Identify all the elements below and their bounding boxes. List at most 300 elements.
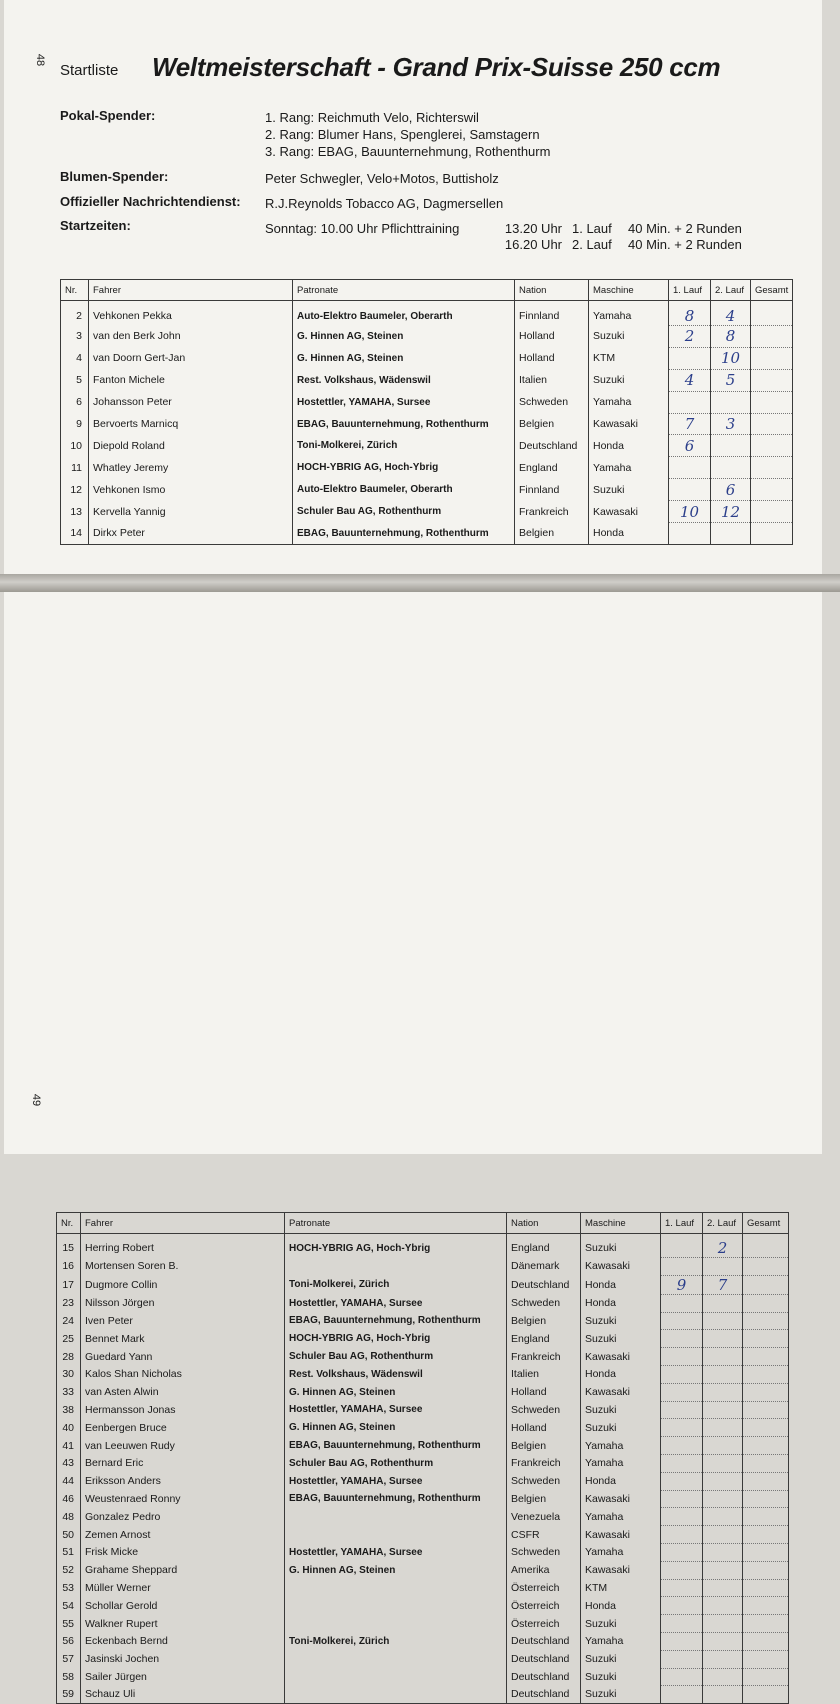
cell-lauf2 xyxy=(703,1579,743,1597)
nachrichtendienst-value: R.J.Reynolds Tobacco AG, Dagmersellen xyxy=(265,196,504,211)
cell-nr: 11 xyxy=(61,457,89,479)
table-row xyxy=(61,479,793,501)
cell-fahrer: Bennet Mark xyxy=(81,1330,285,1348)
table-row xyxy=(61,301,793,326)
cell-fahrer: van den Berk John xyxy=(89,326,293,348)
cell-patronate xyxy=(285,1686,507,1704)
cell-nr: 40 xyxy=(57,1419,81,1437)
page-number: 48 xyxy=(34,53,47,67)
cell-lauf1 xyxy=(661,1508,703,1526)
cell-patronate: Schuler Bau AG, Rothenthurm xyxy=(293,501,515,523)
cell-fahrer: Zemen Arnost xyxy=(81,1526,285,1544)
table-row xyxy=(57,1383,789,1401)
cell-patronate: HOCH-YBRIG AG, Hoch-Ybrig xyxy=(293,457,515,479)
cell-nr: 25 xyxy=(57,1330,81,1348)
cell-lauf1 xyxy=(661,1561,703,1579)
cell-maschine: Suzuki xyxy=(581,1312,661,1330)
cell-fahrer: Kalos Shan Nicholas xyxy=(81,1365,285,1383)
cell-gesamt xyxy=(743,1312,789,1330)
cell-patronate: G. Hinnen AG, Steinen xyxy=(285,1561,507,1579)
lauf-zeit-row xyxy=(496,237,742,253)
cell-nation: Deutschland xyxy=(507,1686,581,1704)
table-row xyxy=(61,523,793,545)
cell-gesamt xyxy=(751,326,793,348)
table-row xyxy=(57,1561,789,1579)
cell-lauf2 xyxy=(703,1686,743,1704)
cell-nr: 9 xyxy=(61,413,89,435)
table-row xyxy=(57,1275,789,1294)
cell-maschine: Suzuki xyxy=(581,1330,661,1348)
cell-lauf2 xyxy=(703,1615,743,1633)
cell-lauf2 xyxy=(703,1597,743,1615)
cell-patronate: Schuler Bau AG, Rothenthurm xyxy=(285,1454,507,1472)
cell-lauf1: 4 xyxy=(669,369,711,391)
cell-lauf2: 6 xyxy=(711,479,751,501)
table-row xyxy=(61,391,793,413)
cell-maschine: Suzuki xyxy=(589,479,669,501)
col-fahrer: Fahrer xyxy=(89,280,293,301)
lauf-time: 13.20 Uhr xyxy=(504,221,562,236)
cell-lauf1 xyxy=(661,1258,703,1276)
cell-gesamt xyxy=(743,1686,789,1704)
cell-fahrer: Frisk Micke xyxy=(81,1543,285,1561)
lauf-time: 16.20 Uhr xyxy=(504,237,562,252)
cell-nr: 6 xyxy=(61,391,89,413)
cell-fahrer: Schauz Uli xyxy=(81,1686,285,1704)
cell-gesamt xyxy=(743,1258,789,1276)
cell-nation: Amerika xyxy=(507,1561,581,1579)
cell-lauf2 xyxy=(703,1383,743,1401)
table-row xyxy=(57,1686,789,1704)
cell-nr: 56 xyxy=(57,1632,81,1650)
cell-fahrer: Jasinski Jochen xyxy=(81,1650,285,1668)
cell-patronate: Schuler Bau AG, Rothenthurm xyxy=(285,1348,507,1366)
page-49 xyxy=(4,592,822,1701)
cell-lauf2 xyxy=(703,1258,743,1276)
cell-fahrer: Eenbergen Bruce xyxy=(81,1419,285,1437)
cell-fahrer: Sailer Jürgen xyxy=(81,1668,285,1686)
cell-patronate: Rest. Volkshaus, Wädenswil xyxy=(285,1365,507,1383)
cell-nation: Venezuela xyxy=(507,1508,581,1526)
cell-patronate: EBAG, Bauunternehmung, Rothenthurm xyxy=(285,1312,507,1330)
cell-nation: Italien xyxy=(507,1365,581,1383)
cell-patronate: Toni-Molkerei, Zürich xyxy=(293,435,515,457)
table-row xyxy=(57,1258,789,1276)
cell-gesamt xyxy=(743,1330,789,1348)
cell-lauf1 xyxy=(661,1543,703,1561)
cell-maschine: Honda xyxy=(581,1275,661,1294)
cell-fahrer: Mortensen Soren B. xyxy=(81,1258,285,1276)
col-gesamt: Gesamt xyxy=(743,1213,789,1234)
cell-patronate: EBAG, Bauunternehmung, Rothenthurm xyxy=(285,1437,507,1455)
pokal-rang-3: 3. Rang: EBAG, Bauunternehmung, Rothenthurm xyxy=(265,144,551,159)
cell-gesamt xyxy=(751,347,793,369)
startzeiten-value: Sonntag: 10.00 Uhr Pflichttraining xyxy=(265,221,460,236)
col-patronate: Patronate xyxy=(293,280,515,301)
cell-fahrer: Bernard Eric xyxy=(81,1454,285,1472)
cell-nation: Deutschland xyxy=(507,1632,581,1650)
cell-maschine: Yamaha xyxy=(589,391,669,413)
cell-fahrer: Bervoerts Marnicq xyxy=(89,413,293,435)
cell-fahrer: van Leeuwen Rudy xyxy=(81,1437,285,1455)
cell-maschine: Yamaha xyxy=(581,1543,661,1561)
blumen-spender-value: Peter Schwegler, Velo+Motos, Buttisholz xyxy=(265,171,499,186)
cell-lauf1 xyxy=(661,1365,703,1383)
lauf-dauer: 40 Min. + 2 Runden xyxy=(628,237,742,252)
col-maschine: Maschine xyxy=(589,280,669,301)
cell-lauf2: 8 xyxy=(711,326,751,348)
cell-gesamt xyxy=(743,1419,789,1437)
table-header-row xyxy=(57,1213,789,1234)
cell-patronate: Hostettler, YAMAHA, Sursee xyxy=(293,391,515,413)
cell-fahrer: Eckenbach Bernd xyxy=(81,1632,285,1650)
cell-gesamt xyxy=(743,1615,789,1633)
startliste-table-2 xyxy=(56,1212,789,1704)
startliste-table-1 xyxy=(60,279,793,545)
cell-nr: 53 xyxy=(57,1579,81,1597)
cell-maschine: Kawasaki xyxy=(581,1258,661,1276)
cell-patronate: Auto-Elektro Baumeler, Oberarth xyxy=(293,479,515,501)
cell-nr: 55 xyxy=(57,1615,81,1633)
cell-nation: Belgien xyxy=(515,523,589,545)
col-patronate: Patronate xyxy=(285,1213,507,1234)
cell-gesamt xyxy=(743,1508,789,1526)
cell-lauf1 xyxy=(669,457,711,479)
cell-nr: 4 xyxy=(61,347,89,369)
cell-fahrer: Guedard Yann xyxy=(81,1348,285,1366)
cell-lauf1: 8 xyxy=(669,301,711,326)
cell-maschine: Kawasaki xyxy=(589,413,669,435)
cell-gesamt xyxy=(743,1472,789,1490)
table-row xyxy=(61,369,793,391)
col-lauf2: 2. Lauf xyxy=(703,1213,743,1234)
cell-lauf2 xyxy=(703,1294,743,1312)
cell-gesamt xyxy=(743,1668,789,1686)
pokal-spender-list xyxy=(265,109,550,160)
cell-lauf2 xyxy=(711,391,751,413)
blumen-spender-label: Blumen-Spender: xyxy=(60,169,169,184)
cell-nr: 3 xyxy=(61,326,89,348)
cell-lauf1 xyxy=(661,1234,703,1258)
cell-maschine: Kawasaki xyxy=(581,1561,661,1579)
table-row xyxy=(61,413,793,435)
cell-nr: 46 xyxy=(57,1490,81,1508)
cell-patronate: G. Hinnen AG, Steinen xyxy=(293,326,515,348)
cell-nation: Belgien xyxy=(507,1312,581,1330)
cell-gesamt xyxy=(751,479,793,501)
cell-fahrer: van Doorn Gert-Jan xyxy=(89,347,293,369)
cell-nr: 24 xyxy=(57,1312,81,1330)
cell-fahrer: Grahame Sheppard xyxy=(81,1561,285,1579)
cell-nation: England xyxy=(507,1330,581,1348)
cell-maschine: Yamaha xyxy=(581,1632,661,1650)
cell-nr: 12 xyxy=(61,479,89,501)
cell-lauf2: 3 xyxy=(711,413,751,435)
cell-nr: 10 xyxy=(61,435,89,457)
startliste-label: Startliste xyxy=(60,62,119,79)
cell-nation: Deutschland xyxy=(507,1668,581,1686)
cell-lauf2 xyxy=(703,1401,743,1419)
cell-gesamt xyxy=(751,391,793,413)
cell-nr: 52 xyxy=(57,1561,81,1579)
table-row xyxy=(61,457,793,479)
cell-patronate xyxy=(285,1668,507,1686)
cell-patronate: EBAG, Bauunternehmung, Rothenthurm xyxy=(293,523,515,545)
cell-nation: Italien xyxy=(515,369,589,391)
cell-gesamt xyxy=(743,1454,789,1472)
cell-lauf1 xyxy=(661,1294,703,1312)
nachrichtendienst-label: Offizieller Nachrichtendienst: xyxy=(60,194,241,209)
cell-maschine: Suzuki xyxy=(581,1401,661,1419)
cell-fahrer: Johansson Peter xyxy=(89,391,293,413)
cell-nr: 28 xyxy=(57,1348,81,1366)
cell-fahrer: Gonzalez Pedro xyxy=(81,1508,285,1526)
cell-lauf1 xyxy=(661,1597,703,1615)
cell-lauf1 xyxy=(661,1650,703,1668)
cell-lauf2 xyxy=(711,457,751,479)
cell-maschine: Kawasaki xyxy=(581,1490,661,1508)
cell-lauf2 xyxy=(703,1508,743,1526)
cell-lauf2 xyxy=(703,1526,743,1544)
cell-maschine: Kawasaki xyxy=(581,1348,661,1366)
table-row xyxy=(57,1348,789,1366)
cell-maschine: Honda xyxy=(589,435,669,457)
cell-nr: 13 xyxy=(61,501,89,523)
table-header-row xyxy=(61,280,793,301)
table-row xyxy=(57,1508,789,1526)
cell-lauf1 xyxy=(661,1454,703,1472)
cell-lauf1 xyxy=(669,479,711,501)
cell-lauf1: 9 xyxy=(661,1275,703,1294)
table-row xyxy=(61,435,793,457)
cell-nation: Dänemark xyxy=(507,1258,581,1276)
cell-patronate xyxy=(285,1258,507,1276)
cell-lauf2 xyxy=(711,523,751,545)
cell-patronate: Rest. Volkshaus, Wädenswil xyxy=(293,369,515,391)
table-row xyxy=(57,1579,789,1597)
cell-lauf2 xyxy=(703,1543,743,1561)
cell-fahrer: Schollar Gerold xyxy=(81,1597,285,1615)
cell-patronate: G. Hinnen AG, Steinen xyxy=(285,1419,507,1437)
cell-gesamt xyxy=(743,1234,789,1258)
cell-maschine: KTM xyxy=(589,347,669,369)
cell-patronate: HOCH-YBRIG AG, Hoch-Ybrig xyxy=(285,1330,507,1348)
cell-nr: 5 xyxy=(61,369,89,391)
cell-nr: 59 xyxy=(57,1686,81,1704)
cell-lauf1 xyxy=(661,1330,703,1348)
cell-patronate: EBAG, Bauunternehmung, Rothenthurm xyxy=(293,413,515,435)
cell-gesamt xyxy=(751,301,793,326)
cell-nation: Deutschland xyxy=(507,1275,581,1294)
cell-fahrer: Hermansson Jonas xyxy=(81,1401,285,1419)
cell-nation: Schweden xyxy=(507,1543,581,1561)
table-row xyxy=(57,1632,789,1650)
cell-lauf1: 10 xyxy=(669,501,711,523)
cell-lauf2 xyxy=(703,1668,743,1686)
cell-lauf2: 4 xyxy=(711,301,751,326)
cell-nation: Belgien xyxy=(507,1437,581,1455)
cell-nr: 44 xyxy=(57,1472,81,1490)
cell-fahrer: Vehkonen Pekka xyxy=(89,301,293,326)
table-row xyxy=(57,1597,789,1615)
cell-lauf2 xyxy=(703,1454,743,1472)
table-row xyxy=(57,1526,789,1544)
cell-gesamt xyxy=(743,1437,789,1455)
cell-lauf2: 10 xyxy=(711,347,751,369)
cell-lauf1 xyxy=(669,347,711,369)
cell-fahrer: Müller Werner xyxy=(81,1579,285,1597)
table-row xyxy=(57,1365,789,1383)
table-row xyxy=(57,1490,789,1508)
cell-fahrer: Diepold Roland xyxy=(89,435,293,457)
table-row xyxy=(57,1650,789,1668)
cell-lauf1 xyxy=(669,523,711,545)
cell-maschine: Suzuki xyxy=(581,1668,661,1686)
cell-maschine: Honda xyxy=(589,523,669,545)
cell-nation: Deutschland xyxy=(507,1650,581,1668)
col-maschine: Maschine xyxy=(581,1213,661,1234)
cell-lauf1: 7 xyxy=(669,413,711,435)
cell-fahrer: Weustenraed Ronny xyxy=(81,1490,285,1508)
col-lauf1: 1. Lauf xyxy=(661,1213,703,1234)
cell-fahrer: Kervella Yannig xyxy=(89,501,293,523)
cell-nr: 23 xyxy=(57,1294,81,1312)
cell-nation: CSFR xyxy=(507,1526,581,1544)
cell-nation: Finnland xyxy=(515,479,589,501)
col-nr: Nr. xyxy=(57,1213,81,1234)
cell-nr: 57 xyxy=(57,1650,81,1668)
cell-gesamt xyxy=(743,1597,789,1615)
cell-lauf2 xyxy=(703,1632,743,1650)
cell-maschine: Honda xyxy=(581,1365,661,1383)
lauf-zeiten xyxy=(496,221,742,253)
cell-nation: Schweden xyxy=(507,1472,581,1490)
cell-gesamt xyxy=(751,413,793,435)
cell-fahrer: Herring Robert xyxy=(81,1234,285,1258)
cell-gesamt xyxy=(743,1275,789,1294)
lauf-name: 1. Lauf xyxy=(572,221,612,236)
cell-nr: 50 xyxy=(57,1526,81,1544)
cell-lauf1 xyxy=(661,1312,703,1330)
cell-lauf1 xyxy=(669,391,711,413)
cell-nation: Schweden xyxy=(507,1294,581,1312)
startzeiten-label: Startzeiten: xyxy=(60,218,131,233)
cell-lauf2 xyxy=(703,1348,743,1366)
cell-fahrer: Dugmore Collin xyxy=(81,1275,285,1294)
table-row xyxy=(57,1668,789,1686)
cell-nr: 17 xyxy=(57,1275,81,1294)
cell-nation: Finnland xyxy=(515,301,589,326)
table-row xyxy=(61,347,793,369)
cell-patronate xyxy=(285,1579,507,1597)
cell-nation: Deutschland xyxy=(515,435,589,457)
cell-maschine: Kawasaki xyxy=(589,501,669,523)
cell-nr: 33 xyxy=(57,1383,81,1401)
cell-fahrer: Walkner Rupert xyxy=(81,1615,285,1633)
cell-nr: 48 xyxy=(57,1508,81,1526)
cell-maschine: Suzuki xyxy=(581,1615,661,1633)
cell-lauf1 xyxy=(661,1401,703,1419)
cell-patronate: Toni-Molkerei, Zürich xyxy=(285,1275,507,1294)
cell-gesamt xyxy=(743,1383,789,1401)
cell-nation: Frankreich xyxy=(507,1348,581,1366)
cell-nr: 41 xyxy=(57,1437,81,1455)
cell-lauf1 xyxy=(661,1472,703,1490)
table-row xyxy=(57,1454,789,1472)
cell-lauf1: 6 xyxy=(669,435,711,457)
cell-maschine: KTM xyxy=(581,1579,661,1597)
cell-fahrer: Nilsson Jörgen xyxy=(81,1294,285,1312)
col-nation: Nation xyxy=(507,1213,581,1234)
table-row xyxy=(57,1330,789,1348)
page-number: 49 xyxy=(30,1093,43,1107)
col-lauf1: 1. Lauf xyxy=(669,280,711,301)
cell-lauf1 xyxy=(661,1437,703,1455)
cell-lauf1 xyxy=(661,1348,703,1366)
cell-patronate xyxy=(285,1650,507,1668)
cell-patronate: EBAG, Bauunternehmung, Rothenthurm xyxy=(285,1490,507,1508)
cell-lauf1 xyxy=(661,1419,703,1437)
cell-nr: 2 xyxy=(61,301,89,326)
cell-lauf1 xyxy=(661,1632,703,1650)
cell-nation: Österreich xyxy=(507,1579,581,1597)
page-48 xyxy=(4,0,822,575)
cell-maschine: Kawasaki xyxy=(581,1383,661,1401)
cell-lauf2 xyxy=(703,1330,743,1348)
cell-nr: 51 xyxy=(57,1543,81,1561)
pokal-rang-2: 2. Rang: Blumer Hans, Spenglerei, Samstagern xyxy=(265,127,540,142)
cell-lauf1 xyxy=(661,1668,703,1686)
cell-nation: Österreich xyxy=(507,1615,581,1633)
cell-fahrer: Fanton Michele xyxy=(89,369,293,391)
cell-lauf2 xyxy=(703,1437,743,1455)
cell-nation: Schweden xyxy=(507,1401,581,1419)
cell-lauf2: 12 xyxy=(711,501,751,523)
cell-gesamt xyxy=(743,1348,789,1366)
cell-lauf2: 2 xyxy=(703,1234,743,1258)
cell-gesamt xyxy=(743,1543,789,1561)
cell-nr: 30 xyxy=(57,1365,81,1383)
cell-nation: Holland xyxy=(515,347,589,369)
cell-nr: 14 xyxy=(61,523,89,545)
table-row xyxy=(57,1419,789,1437)
cell-maschine: Honda xyxy=(581,1597,661,1615)
cell-gesamt xyxy=(743,1561,789,1579)
cell-patronate: Hostettler, YAMAHA, Sursee xyxy=(285,1401,507,1419)
cell-gesamt xyxy=(743,1294,789,1312)
table-row xyxy=(61,326,793,348)
cell-lauf2: 7 xyxy=(703,1275,743,1294)
cell-lauf1 xyxy=(661,1615,703,1633)
table-row xyxy=(57,1437,789,1455)
cell-gesamt xyxy=(743,1490,789,1508)
cell-lauf1 xyxy=(661,1579,703,1597)
cell-nr: 15 xyxy=(57,1234,81,1258)
cell-gesamt xyxy=(743,1650,789,1668)
cell-patronate xyxy=(285,1615,507,1633)
col-nation: Nation xyxy=(515,280,589,301)
cell-nr: 58 xyxy=(57,1668,81,1686)
cell-maschine: Suzuki xyxy=(581,1419,661,1437)
pokal-rang-1: 1. Rang: Reichmuth Velo, Richterswil xyxy=(265,110,479,125)
cell-nation: Holland xyxy=(507,1383,581,1401)
cell-lauf2 xyxy=(711,435,751,457)
cell-maschine: Suzuki xyxy=(589,369,669,391)
table-row xyxy=(57,1294,789,1312)
cell-lauf2 xyxy=(703,1365,743,1383)
cell-maschine: Honda xyxy=(581,1472,661,1490)
cell-fahrer: van Asten Alwin xyxy=(81,1383,285,1401)
